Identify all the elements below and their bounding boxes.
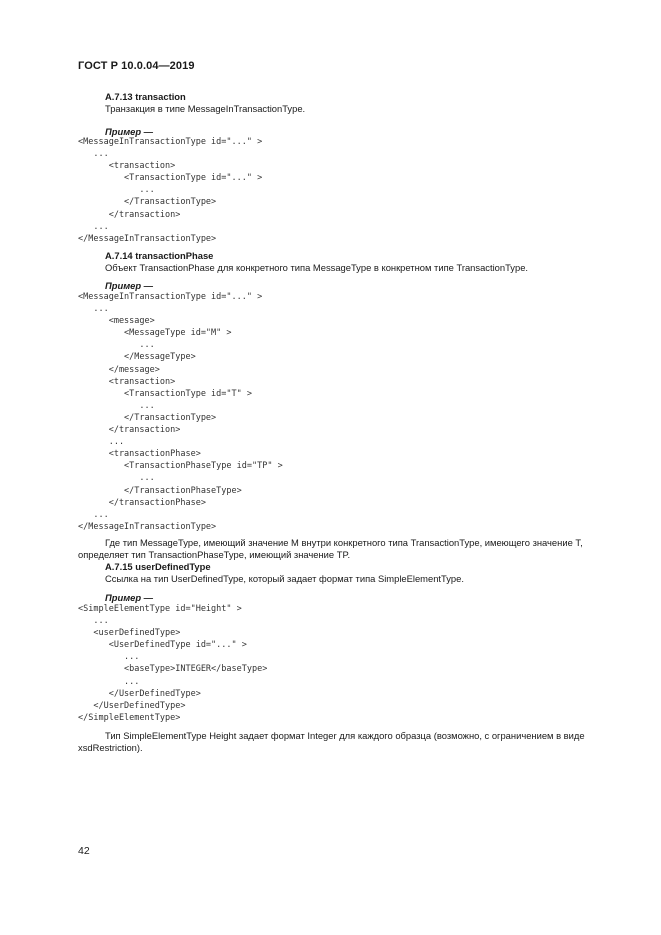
section-heading-transaction: A.7.13 transaction [105,91,186,102]
code-line: </TransactionPhaseType> [78,485,242,496]
code-line: <message> [78,316,155,327]
code-line: ... [78,304,109,315]
section-description-user-defined-type: Ссылка на тип UserDefinedType, который задает формат типа SimpleElementType. [105,573,464,584]
page-number: 42 [78,845,90,857]
note-line-1-transaction-phase: Где тип MessageType, имеющий значение M внутри конкретного типа TransactionType, имеющего значение T, [105,537,583,548]
code-line: </message> [78,364,160,375]
code-line: </transactionPhase> [78,497,206,508]
code-line: ... [78,509,109,520]
code-line: <transactionPhase> [78,449,201,460]
code-line: <MessageInTransactionType id="..." > [78,137,263,147]
code-line: <transaction> [78,161,176,172]
code-line: <MessageType id="M" > [78,328,232,339]
code-line: <TransactionType id="T" > [78,388,252,399]
code-line: <MessageInTransactionType id="..." > [78,292,263,302]
code-line: <TransactionType id="..." > [78,173,263,184]
code-line: <SimpleElementType id="Height" > [78,604,242,614]
section-heading-transaction-phase: A.7.14 transactionPhase [105,250,214,261]
code-line: ... [78,149,109,160]
code-line: </MessageInTransactionType> [78,521,217,532]
code-line: ... [78,676,140,687]
code-line: <userDefinedType> [78,628,181,639]
code-line: </MessageInTransactionType> [78,233,217,244]
standard-header: ГОСТ Р 10.0.04—2019 [78,60,195,72]
section-heading-user-defined-type: A.7.15 userDefinedType [105,561,211,572]
code-line: </UserDefinedType> [78,688,201,699]
code-line: ... [78,652,140,663]
code-line: </transaction> [78,209,181,220]
code-line: <baseType>INTEGER</baseType> [78,664,268,675]
code-line: </MessageType> [78,352,196,363]
code-line: </UserDefinedType> [78,700,186,711]
code-block-transaction [78,136,262,245]
example-label-transaction: Пример — [105,126,154,137]
example-label-transaction-phase: Пример — [105,280,154,291]
code-line: <TransactionPhaseType id="TP" > [78,461,283,472]
code-line: <transaction> [78,376,176,387]
code-line: </TransactionType> [78,412,217,423]
code-line: ... [78,616,109,627]
code-line: </SimpleElementType> [78,712,181,723]
code-line: </transaction> [78,425,181,436]
code-line: ... [78,473,155,484]
note-line-2-transaction-phase: определяет тип TransactionPhaseType, имеющий значение TP. [78,549,351,560]
code-line: <UserDefinedType id="..." > [78,640,247,651]
example-label-user-defined-type: Пример — [105,592,154,603]
code-line: ... [78,221,109,232]
code-line: ... [78,400,155,411]
note-line-2-user-defined-type: xsdRestriction). [78,742,143,753]
section-description-transaction: Транзакция в типе MessageInTransactionType. [105,103,306,114]
code-block-user-defined-type [78,603,267,724]
code-line: </TransactionType> [78,197,217,208]
section-description-transaction-phase: Объект TransactionPhase для конкретного типа MessageType в конкретном типе TransactionType. [105,262,529,273]
code-line: ... [78,185,155,196]
code-line: ... [78,340,155,351]
note-line-1-user-defined-type: Тип SimpleElementType Height задает формат Integer для каждого образца (возможно, с ограничением в виде [105,730,585,741]
code-block-transaction-phase [78,291,283,533]
code-line: ... [78,437,125,448]
